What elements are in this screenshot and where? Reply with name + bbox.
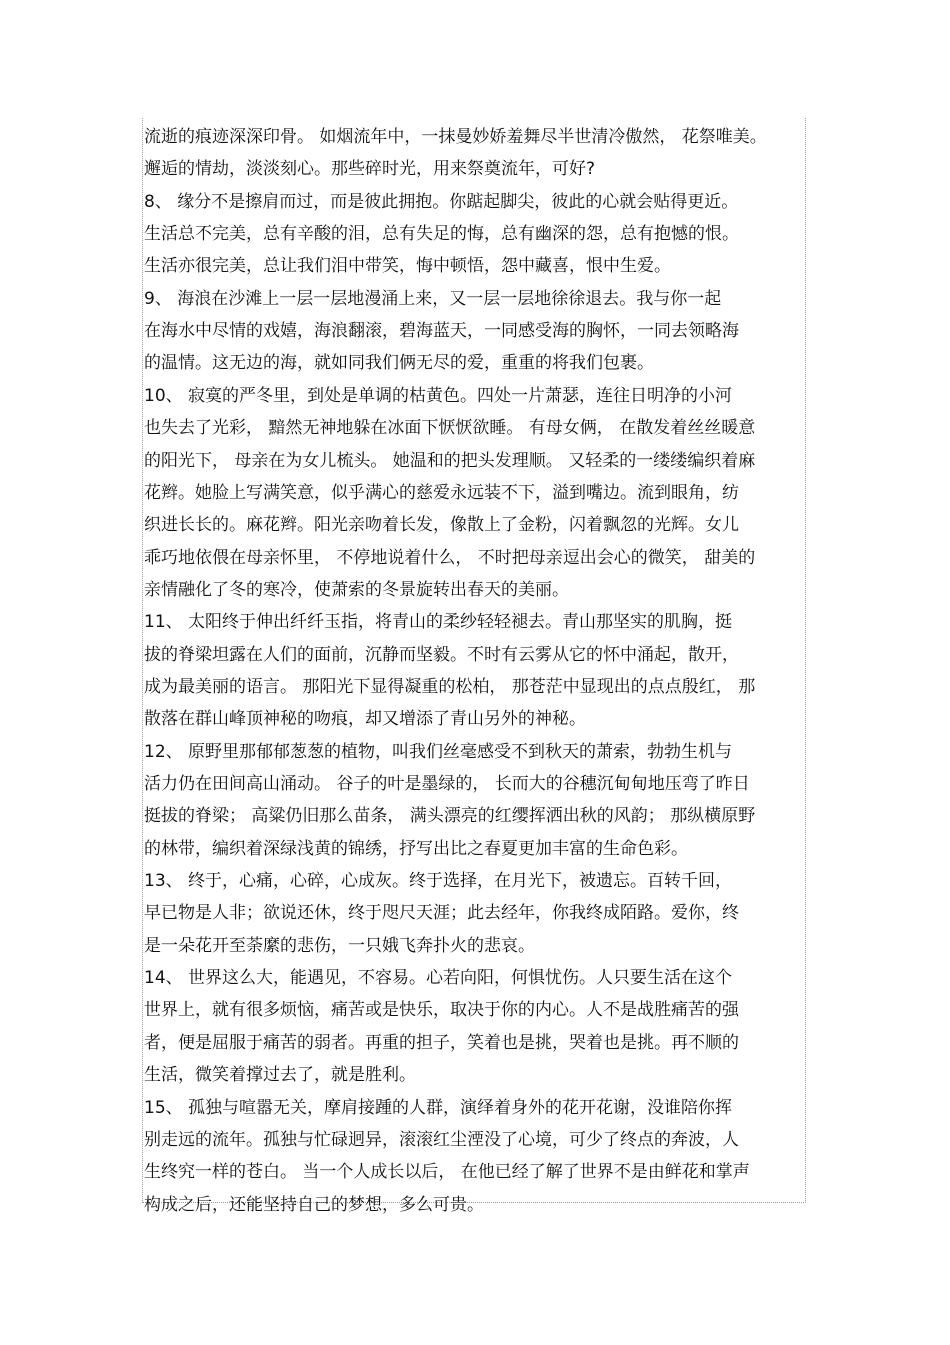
text-line: 花辫。她脸上写满笑意，似乎满心的慈爱永远装不下，溢到嘴边。流到眼角，纺 xyxy=(144,483,739,503)
text-line: 流逝的痕迹深深印骨。 如烟流年中，一抹曼妙娇羞舞尽半世清冷傲然， 花祭唯美。 xyxy=(144,127,767,147)
text-line: 挺拔的脊梁； 高粱仍旧那么苗条， 满头漂亮的红缨挥洒出秋的风韵； 那纵横原野 xyxy=(144,806,756,826)
text-line: 9、 海浪在沙滩上一层一层地漫涌上来，又一层一层地徐徐退去。我与你一起 xyxy=(144,289,722,309)
text-line: 活力仍在田间高山涌动。 谷子的叶是墨绿的， 长而大的谷穗沉甸甸地压弯了昨日 xyxy=(144,774,750,794)
text-line: 别走远的流年。孤独与忙碌迥异，滚滚红尘湮没了心境，可少了终点的奔波，人 xyxy=(144,1130,739,1150)
text-line: 8、 缘分不是擦肩而过，而是彼此拥抱。你踮起脚尖，彼此的心就会贴得更近。 xyxy=(144,192,739,212)
text-line: 生终究一样的苍白。 当一个人成长以后， 在他已经了解了世界不是由鲜花和掌声 xyxy=(144,1162,750,1182)
text-line: 生活，微笑着撑过去了，就是胜利。 xyxy=(144,1065,416,1085)
text-line: 成为最美丽的语言。 那阳光下显得凝重的松柏， 那苍茫中显现出的点点殷红， 那 xyxy=(144,677,756,697)
text-line: 是一朵花开至荼縻的悲伤，一只娥飞奔扑火的悲哀。 xyxy=(144,936,535,956)
text-line: 世界上，就有很多烦恼，痛苦或是快乐，取决于你的内心。人不是战胜痛苦的强 xyxy=(144,1000,739,1020)
text-line: 的阳光下， 母亲在为女儿梳头。 她温和的把头发理顺。 又轻柔的一缕缕编织着麻 xyxy=(144,451,756,471)
text-line: 15、 孤独与喧嚣无关，摩肩接踵的人群，演绎着身外的花开花谢，没谁陪你挥 xyxy=(144,1098,733,1118)
text-line: 者，便是屈服于痛苦的弱者。再重的担子，笑着也是挑，哭着也是挑。再不顺的 xyxy=(144,1033,739,1053)
text-line: 12、 原野里那郁郁葱葱的植物，叫我们丝毫感受不到秋天的萧索，勃勃生机与 xyxy=(144,742,733,762)
text-line: 10、 寂寞的严冬里，到处是单调的枯黄色。四处一片萧瑟，连往日明净的小河 xyxy=(144,386,733,406)
text-line: 亲情融化了冬的寒冷，使萧索的冬景旋转出春天的美丽。 xyxy=(144,580,569,600)
text-line: 在海水中尽情的戏嬉，海浪翻滚，碧海蓝天，一同感受海的胸怀，一同去领略海 xyxy=(144,321,739,341)
text-line: 织进长长的。麻花辫。阳光亲吻着长发，像散上了金粉，闪着飘忽的光辉。女儿 xyxy=(144,515,739,535)
text-line: 邂逅的情劫，淡淡刻心。那些碎时光，用来祭奠流年，可好? xyxy=(144,159,596,179)
text-line: 也失去了光彩， 黯然无神地躲在冰面下恹恹欲睡。 有母女俩， 在散发着丝丝暖意 xyxy=(144,418,756,438)
text-line: 14、 世界这么大，能遇见，不容易。心若向阳，何惧忧伤。人只要生活在这个 xyxy=(144,968,733,988)
text-line: 散落在群山峰顶神秘的吻痕，却又增添了青山另外的神秘。 xyxy=(144,709,586,729)
text-line: 乖巧地依偎在母亲怀里， 不停地说着什么， 不时把母亲逗出会心的微笑， 甜美的 xyxy=(144,548,756,568)
text-line: 构成之后，还能坚持自己的梦想，多么可贵。 xyxy=(144,1195,484,1215)
text-line: 13、 终于，心痛，心碎，心成灰。终于选择，在月光下，被遗忘。百转千回， xyxy=(144,871,733,891)
text-line: 的温情。这无边的海，就如同我们俩无尽的爱，重重的将我们包裹。 xyxy=(144,353,654,373)
text-line: 生活亦很完美，总让我们泪中带笑，悔中顿悟，怨中藏喜，恨中生爱。 xyxy=(144,256,671,276)
text-line: 的林带，编织着深绿浅黄的锦绣，抒写出比之春夏更加丰富的生命色彩。 xyxy=(144,839,688,859)
text-line: 11、 太阳终于伸出纤纤玉指，将青山的柔纱轻轻褪去。青山那坚实的肌胸，挺 xyxy=(144,612,733,632)
text-line: 生活总不完美，总有辛酸的泪，总有失足的悔，总有幽深的怨，总有抱憾的恨。 xyxy=(144,224,739,244)
text-line: 拔的脊梁坦露在人们的面前，沉静而坚毅。不时有云雾从它的怀中涌起，散开， xyxy=(144,645,739,665)
text-line: 早已物是人非；欲说还休，终于咫尺天涯；此去经年，你我终成陌路。爱你，终 xyxy=(144,903,739,923)
